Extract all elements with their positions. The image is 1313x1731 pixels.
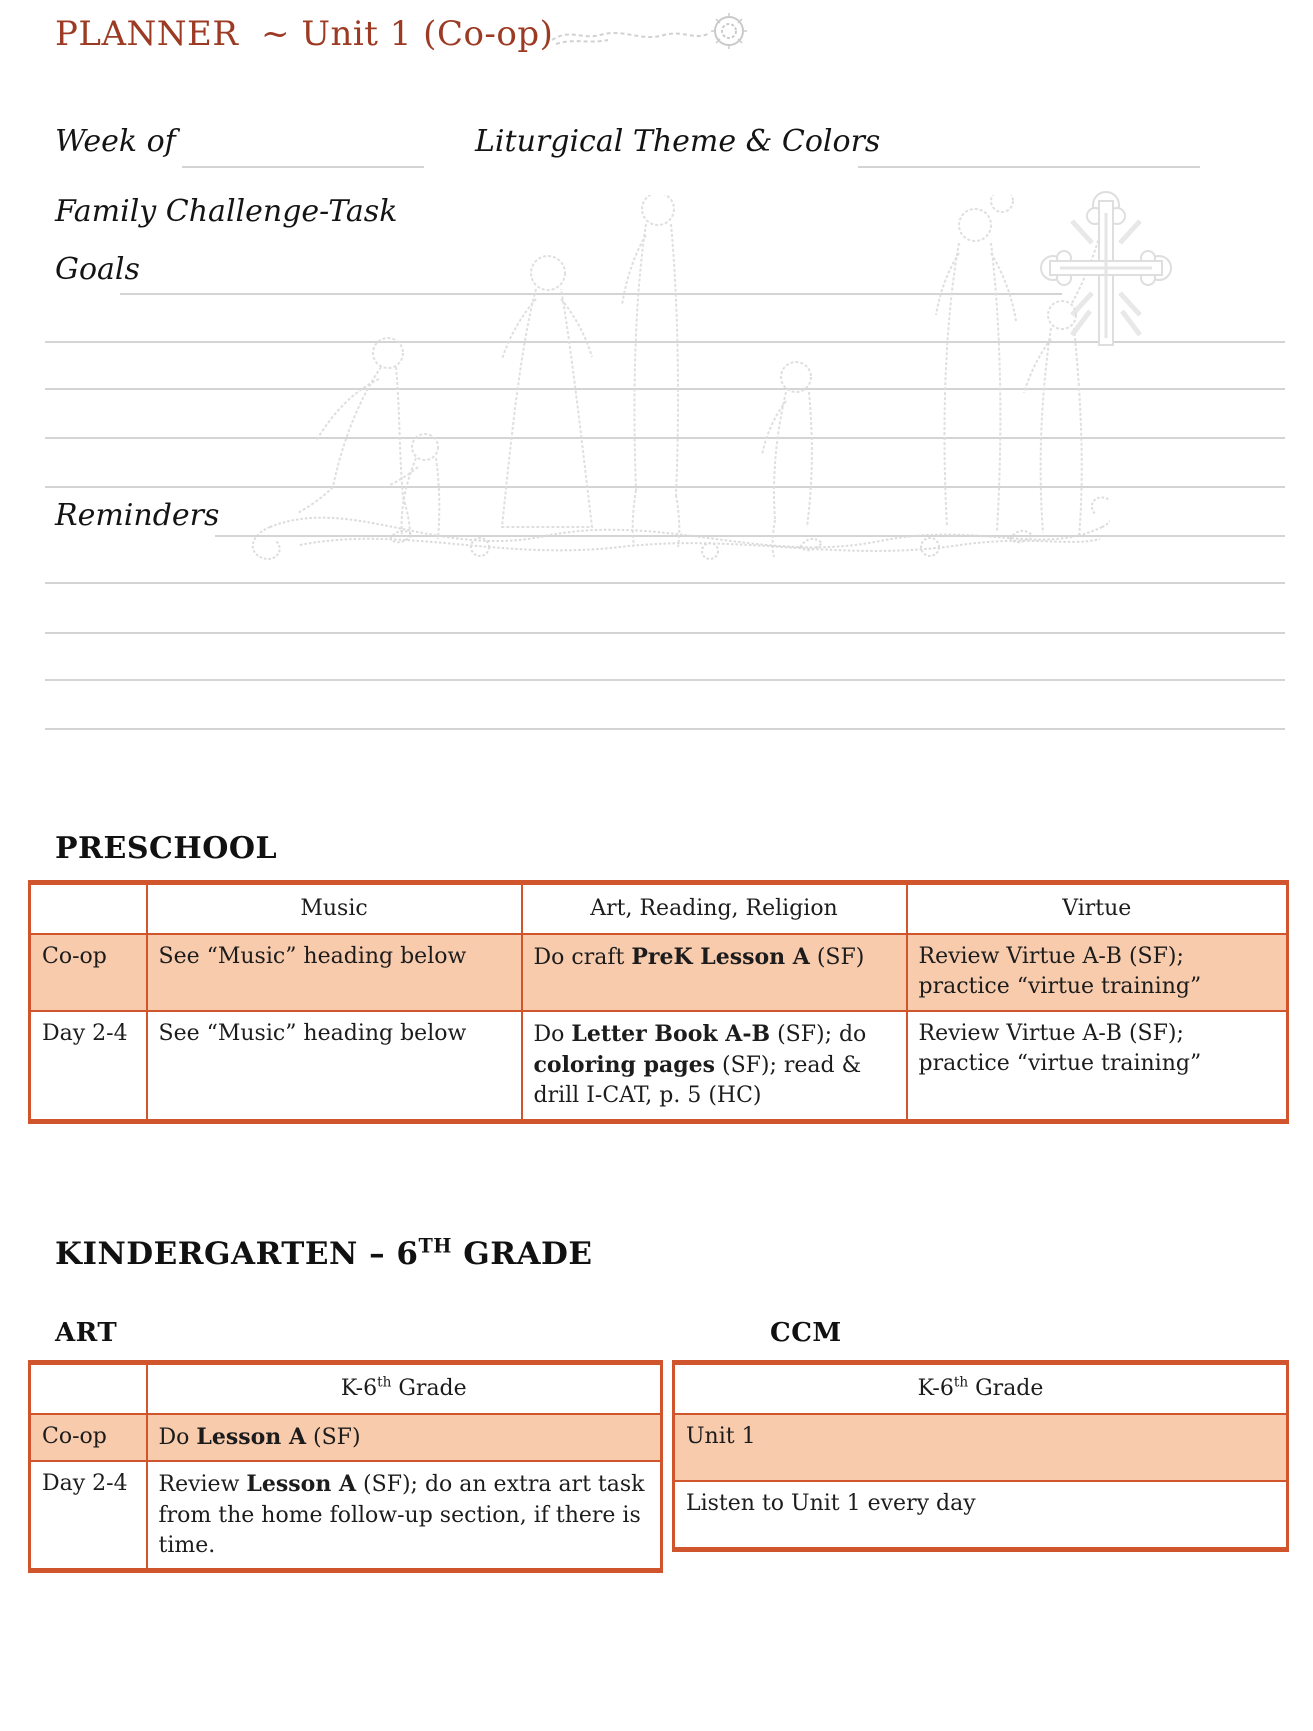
art-table <box>28 1360 663 1573</box>
plan-cell: Review Virtue A-B (SF); practice “virtue training” <box>907 1011 1288 1122</box>
quill-flourish-icon <box>548 10 758 56</box>
plan-cell: Review Lesson A (SF); do an extra art task from the home follow-up section, if there is time. <box>147 1461 662 1571</box>
table-row <box>674 1481 1288 1550</box>
week-of-fill-line <box>182 166 424 168</box>
cross-watermark-icon <box>1026 183 1186 348</box>
table-row <box>30 1461 662 1571</box>
art-subheading: ART <box>55 1318 118 1348</box>
column-header: K-6th Grade <box>674 1363 1288 1415</box>
plan-cell: Do Lesson A (SF) <box>147 1414 662 1461</box>
ruled-line <box>45 341 1285 343</box>
preschool-heading: PRESCHOOL <box>55 831 278 866</box>
header-row <box>30 883 1288 935</box>
ccm-table <box>672 1360 1289 1552</box>
week-of-label: Week of <box>55 124 176 159</box>
page-title: PLANNER ~ Unit 1 (Co-op) <box>55 14 554 54</box>
column-header: Music <box>147 883 522 935</box>
ruled-line <box>45 632 1285 634</box>
column-header: Art, Reading, Religion <box>522 883 907 935</box>
plan-cell: Review Virtue A-B (SF); practice “virtue training” <box>907 934 1288 1011</box>
ruled-line <box>45 679 1285 681</box>
row-label: Co-op <box>30 1414 147 1461</box>
goals-label: Goals <box>55 252 140 287</box>
goals-fill-line <box>120 293 1062 295</box>
ccm-subheading: CCM <box>770 1318 842 1348</box>
family-challenge-label: Family Challenge-Task <box>55 194 398 229</box>
column-header: K-6th Grade <box>147 1363 662 1415</box>
column-header: Virtue <box>907 883 1288 935</box>
plan-cell: Listen to Unit 1 every day <box>674 1481 1288 1550</box>
row-label-header <box>30 1363 147 1415</box>
plan-cell: See “Music” heading below <box>147 1011 522 1122</box>
header-row <box>30 1363 662 1415</box>
ruled-line <box>45 486 1285 488</box>
table-row <box>30 934 1288 1011</box>
table-row <box>30 1011 1288 1122</box>
ruled-line <box>45 728 1285 730</box>
reminders-fill-line <box>215 535 1285 537</box>
plan-cell: Do craft PreK Lesson A (SF) <box>522 934 907 1011</box>
children-watermark-icon <box>240 195 1110 565</box>
plan-cell: Unit 1 <box>674 1414 1288 1481</box>
row-label: Co-op <box>30 934 147 1011</box>
table-row <box>30 1414 662 1461</box>
liturgical-theme-label: Liturgical Theme & Colors <box>475 124 881 159</box>
plan-cell: Do Letter Book A-B (SF); do coloring pages (SF); read & drill I-CAT, p. 5 (HC) <box>522 1011 907 1122</box>
table-row <box>674 1414 1288 1481</box>
liturgical-theme-fill-line <box>858 166 1200 168</box>
row-label-header <box>30 883 147 935</box>
ruled-line <box>45 582 1285 584</box>
ruled-line <box>45 388 1285 390</box>
reminders-label: Reminders <box>55 498 220 533</box>
preschool-table <box>28 880 1289 1124</box>
plan-cell: See “Music” heading below <box>147 934 522 1011</box>
kindergarten-6th-grade-heading: KINDERGARTEN – 6TH GRADE <box>55 1234 593 1272</box>
ruled-line <box>45 437 1285 439</box>
row-label: Day 2-4 <box>30 1011 147 1122</box>
row-label: Day 2-4 <box>30 1461 147 1571</box>
header-row <box>674 1363 1288 1415</box>
